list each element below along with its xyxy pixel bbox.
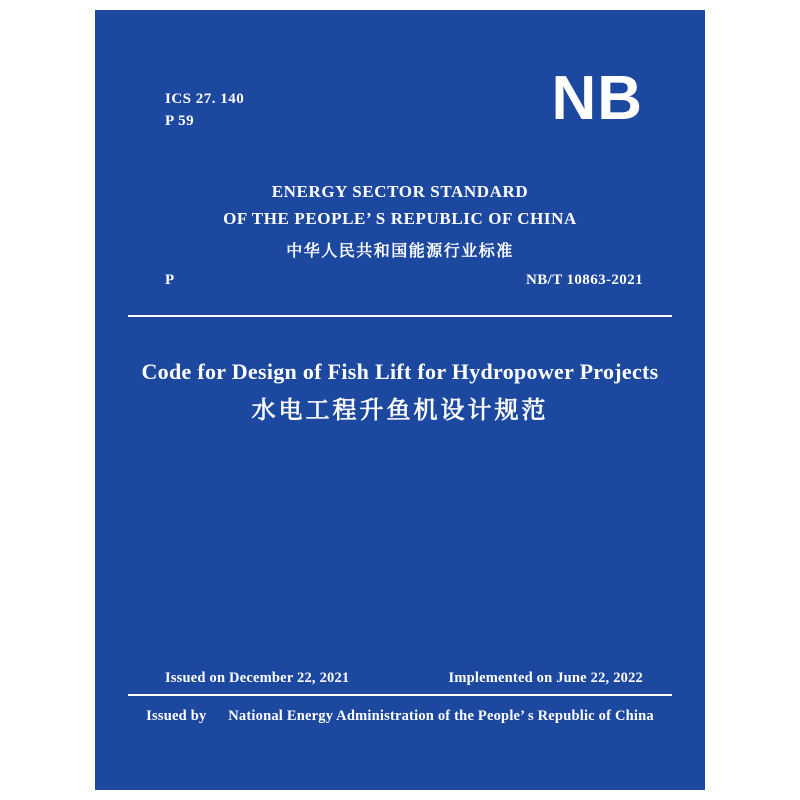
divider-bottom bbox=[128, 694, 672, 696]
org-line-1: ENERGY SECTOR STANDARD bbox=[271, 182, 529, 201]
category-letter: P bbox=[165, 272, 175, 288]
org-line-2: OF THE PEOPLE’ S REPUBLIC OF CHINA bbox=[223, 209, 577, 228]
standard-code-row bbox=[165, 272, 643, 289]
divider-top bbox=[128, 315, 672, 317]
main-title-block bbox=[95, 355, 705, 431]
implemented-date: Implemented on June 22, 2022 bbox=[448, 670, 643, 686]
issued-by-label: Issued by bbox=[146, 708, 207, 724]
title-english: Code for Design of Fish Lift for Hydropower Projects bbox=[141, 359, 659, 384]
classification-code: P 59 bbox=[165, 113, 195, 129]
standard-cover bbox=[95, 10, 705, 790]
ics-block bbox=[165, 88, 244, 132]
issued-by-row bbox=[95, 708, 705, 725]
standard-number: NB/T 10863-2021 bbox=[526, 272, 643, 288]
org-line-chinese: 中华人民共和国能源行业标准 bbox=[286, 241, 514, 260]
issued-by-organization: National Energy Administration of the People’ s Republic of China bbox=[228, 708, 654, 724]
dates-row bbox=[165, 670, 643, 687]
nb-logo: NB bbox=[551, 64, 643, 133]
title-chinese: 水电工程升鱼机设计规范 bbox=[251, 396, 549, 424]
issued-date: Issued on December 22, 2021 bbox=[165, 670, 350, 686]
ics-code: ICS 27. 140 bbox=[165, 91, 245, 107]
issuing-organization-block bbox=[95, 178, 705, 266]
